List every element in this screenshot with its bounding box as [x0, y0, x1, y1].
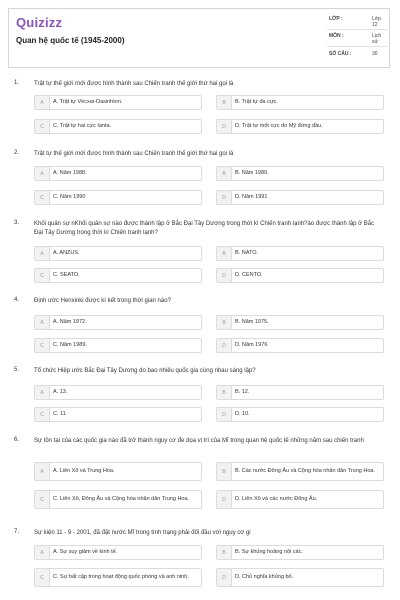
option-text: B. 12. [235, 389, 250, 395]
meta-divider [327, 46, 387, 47]
option-text: A. ANZUS. [53, 250, 80, 256]
option-b[interactable] [216, 315, 384, 330]
option-letter: A [35, 386, 50, 399]
option-text: D. Chủ nghĩa khủng bố. [235, 574, 294, 580]
option-text: B. Sự khủng hoảng nội các. [235, 549, 303, 555]
option-text: D. Năm 1976 [235, 342, 268, 348]
meta-value: Lớp 12 [372, 16, 381, 28]
option-d[interactable] [216, 119, 384, 134]
quizizz-logo: Quizizz [16, 15, 63, 30]
option-text: B. Các nước Đông Âu và Cộng hòa nhân dân Trung Hoa. [235, 468, 375, 474]
option-letter: D [217, 191, 232, 204]
option-letter: A [35, 247, 50, 260]
option-c[interactable] [34, 190, 202, 205]
option-text: B. NATO. [235, 250, 259, 256]
option-c[interactable] [34, 268, 202, 283]
option-a[interactable] [34, 166, 202, 181]
question-number: 7. [14, 529, 20, 535]
option-letter: A [35, 463, 50, 480]
question-text: Sự tồn tại của các quốc gia nào đã trở thành nguy cơ đe dọa vị trí của Mĩ trong quan hệ quốc tế những năm sau chiến tranh [34, 438, 364, 444]
option-text: B. Năm 1975. [235, 319, 269, 325]
option-letter: A [35, 546, 50, 559]
option-text: C. SEATO. [53, 272, 80, 278]
option-b[interactable] [216, 246, 384, 261]
option-letter: B [217, 247, 232, 260]
option-b[interactable] [216, 462, 384, 481]
option-text: A. 13. [53, 389, 68, 395]
question-text: Định ước Henxinki được kí kết trong thời gian nào? [34, 298, 171, 304]
option-letter: C [35, 191, 50, 204]
option-c[interactable] [34, 338, 202, 353]
option-a[interactable] [34, 462, 202, 481]
option-letter: B [217, 386, 232, 399]
option-text: A. Năm 1988. [53, 170, 87, 176]
option-letter: C [35, 120, 50, 133]
option-b[interactable] [216, 545, 384, 560]
option-letter: C [35, 491, 50, 508]
option-d[interactable] [216, 568, 384, 587]
question-number: 6. [14, 437, 20, 443]
question-text: Trật tự thế giới mới được hình thành sau Chiến tranh thế giới thứ hai gọi là [34, 151, 234, 157]
option-letter: D [217, 408, 232, 421]
option-b[interactable] [216, 385, 384, 400]
question-number: 4. [14, 297, 20, 303]
option-letter: D [217, 269, 232, 282]
option-text: C. Trật tự hai cực Ianta. [53, 123, 112, 129]
meta-subject [327, 33, 387, 45]
question-text: Khối quân sự nKhối quân sự nào được thành lập ở Bắc Đại Tây Dương trong thời kì Chiến tranh lạnh?ào được thành lập ở Bắc Đại Tây Dương trong thời kì Chiến tranh lạnh? [34, 221, 375, 236]
option-text: C. Liên Xô, Đông Âu và Cộng hòa nhân dân Trung Hoa. [53, 496, 190, 502]
option-b[interactable] [216, 166, 384, 181]
option-text: D. Liên Xô và các nước Đông Âu. [235, 496, 318, 502]
option-text: C. Sự bất cập trong hoạt động quốc phòng và anh ninh. [53, 574, 189, 580]
option-letter: B [217, 316, 232, 329]
option-text: C. Năm 1990 [53, 194, 86, 200]
option-letter: B [217, 167, 232, 180]
option-a[interactable] [34, 246, 202, 261]
meta-count [327, 51, 387, 63]
option-text: D. CENTO. [235, 272, 263, 278]
option-text: A. Sự suy giảm về kinh tế. [53, 549, 118, 555]
option-text: A. Liên Xô và Trung Hoa. [53, 468, 115, 474]
option-text: A. Trật tự Vécxai-Oasinhton. [53, 99, 123, 105]
option-a[interactable] [34, 95, 202, 110]
question-text: Sự kiện 11 - 9 - 2001, đã đặt nước Mĩ trong tình trạng phải đối đầu với nguy cơ gì [34, 530, 251, 536]
worksheet-header [8, 8, 390, 68]
option-letter: C [35, 269, 50, 282]
option-d[interactable] [216, 338, 384, 353]
option-c[interactable] [34, 568, 202, 587]
question-number: 1. [14, 80, 20, 86]
option-a[interactable] [34, 385, 202, 400]
meta-value: Lịch sử [372, 33, 382, 45]
option-text: A. Năm 1972. [53, 319, 87, 325]
option-c[interactable] [34, 119, 202, 134]
option-text: C. Năm 1989. [53, 342, 87, 348]
option-letter: D [217, 339, 232, 352]
option-b[interactable] [216, 95, 384, 110]
option-text: C. 11 [53, 411, 66, 417]
option-d[interactable] [216, 268, 384, 283]
question-text: Tổ chức Hiệp ước Bắc Đại Tây Dương do bao nhiêu quốc gia cùng nhau sáng lập? [34, 368, 256, 374]
option-text: D. Trật tự một cực do Mỹ đứng đầu. [235, 123, 323, 129]
meta-label: SỐ CÂU : [329, 51, 352, 57]
meta-divider [327, 29, 387, 30]
option-letter: A [35, 316, 50, 329]
option-text: D. Năm 1991 [235, 194, 268, 200]
option-letter: B [217, 546, 232, 559]
option-letter: A [35, 96, 50, 109]
option-c[interactable] [34, 490, 202, 509]
question-number: 3. [14, 220, 20, 226]
option-a[interactable] [34, 545, 202, 560]
option-a[interactable] [34, 315, 202, 330]
meta-class [327, 16, 387, 28]
meta-label: MÔN : [329, 33, 344, 39]
option-text: B. Năm 1989. [235, 170, 269, 176]
option-text: B. Trật tự đa cực. [235, 99, 278, 105]
option-letter: C [35, 408, 50, 421]
option-letter: D [217, 120, 232, 133]
option-letter: C [35, 569, 50, 586]
option-letter: D [217, 491, 232, 508]
question-number: 2. [14, 150, 20, 156]
quiz-title: Quan hệ quốc tế (1945-2000) [16, 36, 125, 45]
option-letter: D [217, 569, 232, 586]
option-letter: B [217, 463, 232, 480]
question-text: Trật tự thế giới mới được hình thành sau Chiến tranh thế giới thứ hai gọi là [34, 81, 234, 87]
option-letter: A [35, 167, 50, 180]
meta-value: 30 [372, 51, 378, 57]
option-d[interactable] [216, 490, 384, 509]
option-d[interactable] [216, 407, 384, 422]
meta-label: LỚP : [329, 16, 343, 22]
option-c[interactable] [34, 407, 202, 422]
question-number: 5. [14, 367, 20, 373]
option-letter: C [35, 339, 50, 352]
option-text: D. 10. [235, 411, 250, 417]
option-d[interactable] [216, 190, 384, 205]
option-letter: B [217, 96, 232, 109]
